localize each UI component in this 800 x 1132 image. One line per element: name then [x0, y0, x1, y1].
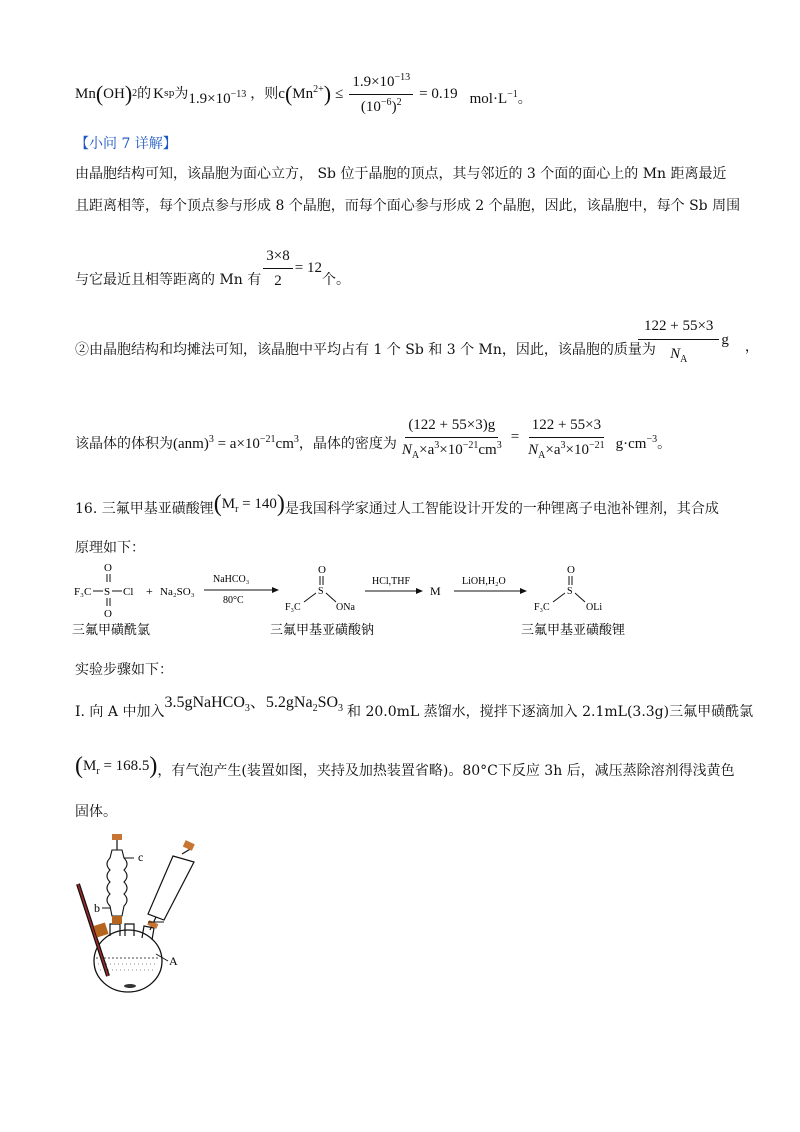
- p1-bond-right: [326, 593, 336, 602]
- p2-bond-right: [575, 593, 585, 602]
- r1-top-oxygen: O: [104, 562, 112, 574]
- condenser-c: [102, 834, 134, 924]
- plus-sign: +: [146, 584, 153, 598]
- frac-numerator: (122 + 55×3)g: [405, 415, 498, 438]
- ksp-fraction: [349, 72, 413, 117]
- para7-l3-pre: 与它最近且相等距离的 Mn 有: [75, 272, 262, 288]
- p1-f3c: F₃C: [285, 602, 301, 613]
- p1-bond-left: [304, 593, 316, 602]
- paren-open: (: [213, 491, 222, 517]
- label-c: c: [138, 850, 144, 864]
- apparatus-svg: [68, 826, 218, 996]
- oh-text: OH: [103, 86, 125, 102]
- ksp-value: $1.9\times 10^{-13}$: [188, 89, 247, 107]
- frac-denominator: $N_A\times a^3\times 10^{-21}cm^3$: [401, 439, 502, 461]
- frac-numerator: $1.9\times 10^{-13}$: [349, 72, 413, 95]
- label-a: A: [169, 954, 178, 968]
- volume-expr: $(anm)^3 = a\times 10^{-21}cm^3$: [173, 434, 299, 452]
- mass-text: ②由晶胞结构和均摊法可知，该晶胞中平均占有 1 个 Sb 和 3 个 Mn，因此，该晶胞的质量为: [75, 342, 656, 358]
- p2-bond-left: [553, 593, 565, 602]
- frac-denominator: 2: [274, 272, 282, 289]
- ksp-line: Mn ( OH ) 2 的 K sp 为 $1.9\times 10^{-13}$ ，则 c ( $Mn^{2+}$ ) ≤ $\frac{1.9\times 10^{-13}}{(10^{-6})^2}$ = 0.19 $mol\cdot L^{-1}$ 。: [75, 71, 532, 115]
- paren-close-2: ): [323, 81, 332, 106]
- mass-fraction: [638, 316, 719, 364]
- frac-numerator: 122 + 55×3: [529, 415, 604, 438]
- le-sign: ≤: [335, 86, 344, 102]
- density-eq: =: [510, 429, 520, 445]
- c-label: c: [278, 86, 285, 102]
- density-line: [75, 412, 671, 462]
- p2-oxygen: O: [567, 564, 575, 576]
- reactant-triflyl-chloride: [74, 562, 133, 620]
- mn-text: Mn: [75, 86, 96, 102]
- ksp-k: K: [153, 86, 165, 102]
- arrow-2: [365, 576, 423, 594]
- result-value: = 0.19: [419, 86, 458, 102]
- para7-line2: 且距离相等，每个顶点参与形成 8 个晶胞，而每个面心参与形成 2 个晶胞，因此，该晶胞中，每个 Sb 周围: [75, 198, 741, 214]
- frac-denominator: $N_A$: [670, 346, 688, 365]
- name-reactant: 三氟甲磺酰氯: [72, 622, 151, 637]
- paren-close: ): [124, 81, 133, 106]
- paren-open: (: [75, 753, 83, 779]
- step1-post: 和 20.0mL 蒸馏水，搅拌下逐滴加入 2.1mL(3.3g)三氟甲磺酰氯: [347, 704, 754, 720]
- intermediate-m: M: [430, 584, 441, 598]
- paren-close: ): [276, 491, 285, 517]
- p1-ona: ONa: [336, 602, 355, 613]
- step1-reagents: 3.5gNaHCO$_3$、$5.2gNa_2SO_3$: [164, 694, 344, 715]
- step1-line1: [75, 688, 753, 724]
- wei-text: 为: [174, 86, 189, 102]
- q16-mr: $M_r = 140$: [221, 496, 277, 515]
- frac-denominator: $(10^{-6})^2$: [360, 96, 402, 115]
- density-pre: 该晶体的体积为: [75, 436, 173, 452]
- step1-mr: $M_r = 168.5$: [83, 758, 150, 777]
- density-fraction-2: [525, 415, 607, 460]
- arrow3-condition-top: LiOH,H₂O: [462, 576, 506, 587]
- paren-open-2: (: [284, 81, 293, 106]
- para7-line3: [75, 247, 350, 294]
- q16-post: 是我国科学家通过人工智能设计开发的一种锂离子电池补锂剂，其合成: [284, 501, 719, 517]
- r1-f3c: F₃C: [74, 586, 92, 598]
- arrow1-head: [272, 587, 279, 593]
- r1-bottom-oxygen: O: [104, 608, 112, 620]
- name-product-2: 三氟甲基亚磺酸锂: [521, 622, 626, 637]
- dropping-funnel: [147, 840, 195, 930]
- frac-numerator: 3×8: [263, 246, 292, 269]
- step1-line2: [75, 748, 735, 784]
- product-lithium-triflinate: [534, 564, 602, 613]
- density-end: 。: [657, 436, 672, 452]
- p1-oxygen: O: [318, 564, 326, 576]
- question-16: [75, 486, 719, 522]
- arrow1-condition-bottom: 80°C: [223, 595, 244, 606]
- unit-text: $mol\cdot L^{-1}$: [469, 89, 518, 107]
- p2-f3c: F₃C: [534, 602, 550, 613]
- step1-line3: 固体。: [75, 804, 117, 820]
- section-heading-7: 【小问 7 详解】: [75, 136, 177, 152]
- density-unit: $g\cdot cm^{-3}$: [615, 434, 658, 452]
- mass-unit: g: [721, 332, 729, 348]
- reaction-scheme: [70, 560, 630, 642]
- p2-sulfur: S: [567, 586, 573, 597]
- ze-text: ，则: [250, 86, 279, 102]
- q16-line2: 原理如下：: [75, 540, 145, 556]
- frac-denominator: $N_A\times a^3\times 10^{-21}$: [528, 439, 605, 461]
- mn-count-eq: = 12: [294, 260, 322, 276]
- label-b: b: [94, 901, 100, 915]
- para7-line1: 由晶胞结构可知，该晶胞为面心立方， Sb 位于晶胞的顶点，其与邻近的 3 个面的面心上的 Mn 距离最近: [75, 166, 727, 182]
- paren-close: ): [149, 753, 158, 779]
- frac-numerator: 122 + 55×3: [638, 316, 719, 340]
- arrow-3: [454, 576, 527, 594]
- r1-sulfur: S: [104, 586, 111, 598]
- arrow-1: [204, 574, 279, 606]
- density-mid: ，晶体的密度为: [298, 436, 397, 452]
- de-text: 的: [137, 86, 152, 102]
- step1-l2-text: ，有气泡产生(装置如图，夹持及加热装置省略)。80°C下反应 3h 后，减压蒸除溶剂得浅黄色: [157, 763, 735, 779]
- sodium-sulfite: Na₂SO₃: [160, 586, 195, 598]
- paren-open: (: [95, 81, 104, 106]
- step1-pre: I. 向 A 中加入: [75, 704, 165, 720]
- mass-end: ，: [744, 339, 759, 355]
- r1-chlorine: Cl: [123, 586, 134, 598]
- q16-pre: 16. 三氟甲基亚磺酸锂: [75, 501, 214, 517]
- arrow1-condition-top: NaHCO₃: [213, 574, 250, 585]
- name-product-1: 三氟甲基亚磺酸钠: [270, 622, 375, 637]
- density-fraction-1: [399, 415, 505, 460]
- arrow3-head: [520, 588, 527, 594]
- para7-l3-post: 个。: [321, 272, 350, 288]
- end-mark: 。: [517, 91, 532, 107]
- steps-heading: 实验步骤如下：: [75, 662, 173, 678]
- arrow2-head: [416, 588, 423, 594]
- mn-ion: $Mn^{2+}$: [292, 84, 324, 102]
- reaction-scheme-svg: [70, 560, 630, 642]
- arrow2-condition-top: HCl,THF: [372, 576, 411, 587]
- mn-count-fraction: [263, 246, 292, 291]
- p1-sulfur: S: [318, 586, 324, 597]
- p2-oli: OLi: [586, 602, 603, 613]
- mass-formula: [636, 316, 759, 364]
- apparatus-figure: [68, 826, 218, 996]
- thermometer-b: [78, 884, 109, 976]
- product-sodium-triflinate: [285, 564, 355, 613]
